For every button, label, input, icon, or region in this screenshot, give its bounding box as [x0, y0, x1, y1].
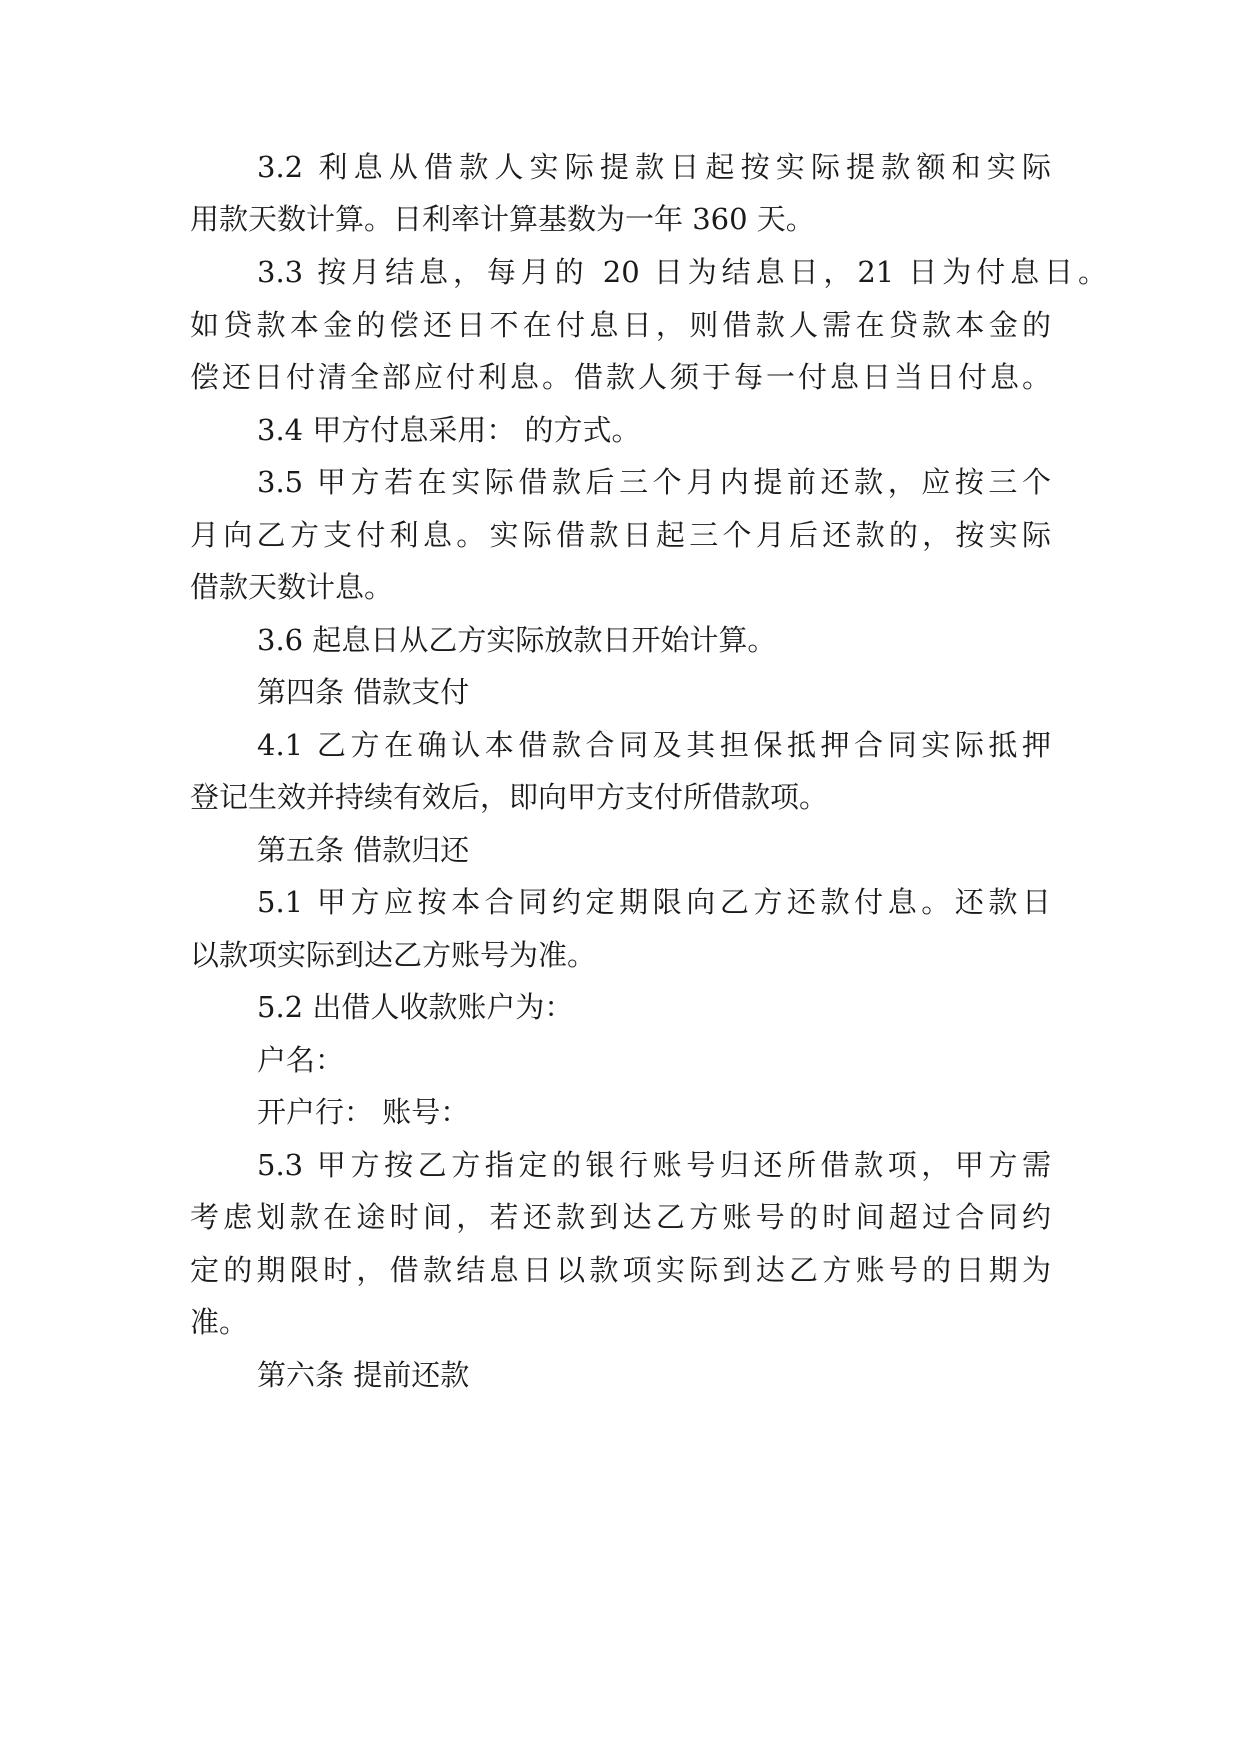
text-line: 3.6 起息日从乙方实际放款日开始计算。 [257, 623, 777, 657]
text-line: 5.1 甲方应按本合同约定期限向乙方还款付息。还款日 [257, 885, 1051, 919]
section-heading: 第五条 借款归还 [257, 833, 470, 867]
text-line: 定的期限时，借款结息日以款项实际到达乙方账号的日期为 [190, 1253, 1051, 1287]
text-line: 以款项实际到达乙方账号为准。 [190, 938, 597, 972]
text-line: 登记生效并持续有效后，即向甲方支付所借款项。 [190, 780, 829, 814]
text-line: 5.2 出借人收款账户为： [257, 990, 574, 1024]
text-line: 月向乙方支付利息。实际借款日起三个月后还款的，按实际 [190, 518, 1051, 552]
section-heading: 第六条 提前还款 [257, 1358, 470, 1392]
text-line: 户名： [257, 1043, 345, 1077]
text-line: 3.4 甲方付息采用： 的方式。 [257, 413, 641, 447]
text-line: 准。 [190, 1305, 249, 1339]
text-line: 开户行： 账号： [257, 1095, 470, 1129]
text-line: 用款天数计算。日利率计算基数为一年 360 天。 [190, 202, 815, 236]
section-heading: 第四条 借款支付 [257, 675, 470, 709]
text-line: 3.2 利息从借款人实际提款日起按实际提款额和实际 [257, 150, 1051, 184]
text-line: 如贷款本金的偿还日不在付息日，则借款人需在贷款本金的 [190, 308, 1051, 342]
text-line: 考虑划款在途时间，若还款到达乙方账号的时间超过合同约 [190, 1200, 1051, 1234]
text-line: 3.5 甲方若在实际借款后三个月内提前还款，应按三个 [257, 465, 1051, 499]
text-line: 借款天数计息。 [190, 570, 394, 604]
text-line: 偿还日付清全部应付利息。借款人须于每一付息日当日付息。 [190, 360, 1051, 394]
text-line: 3.3 按月结息，每月的 20 日为结息日，21 日为付息日。 [257, 255, 1107, 289]
text-line: 4.1 乙方在确认本借款合同及其担保抵押合同实际抵押 [257, 728, 1051, 762]
text-line: 5.3 甲方按乙方指定的银行账号归还所借款项，甲方需 [257, 1148, 1051, 1182]
